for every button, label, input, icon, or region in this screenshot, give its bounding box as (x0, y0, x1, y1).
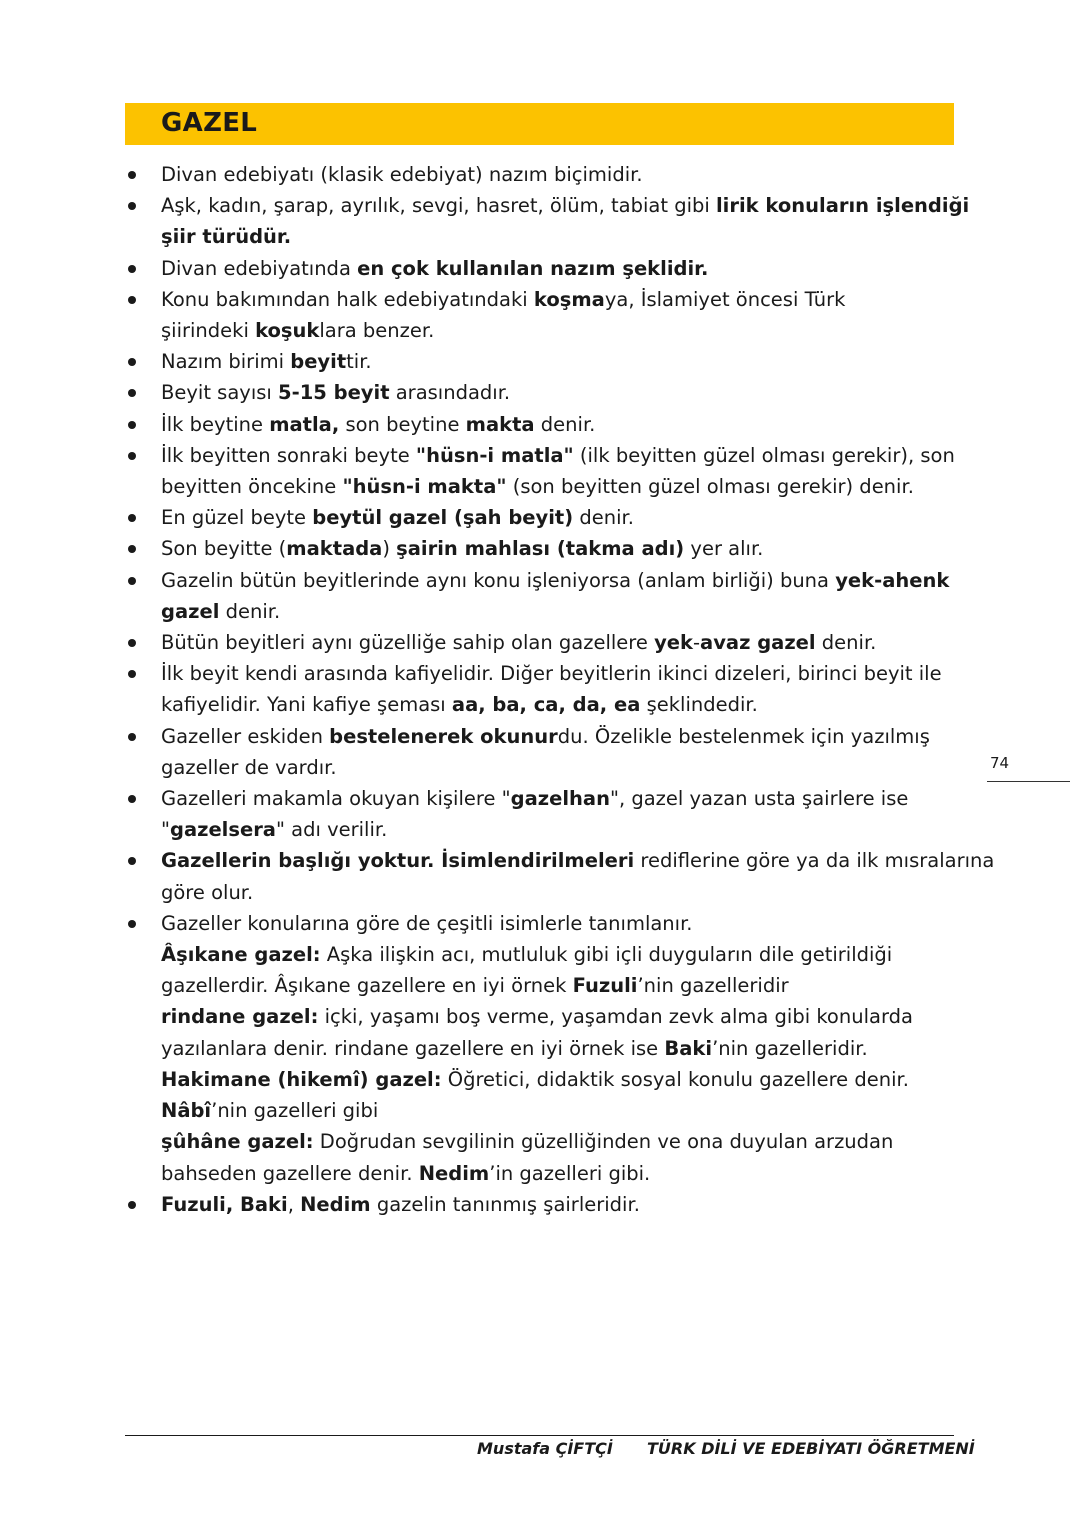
bold-text: "hüsn-i matla" (415, 443, 574, 467)
footer-author: Mustafa ÇİFTÇİ (477, 1439, 613, 1458)
bold-text: maktada (286, 537, 383, 561)
bullet-line (161, 221, 960, 252)
bold-text: beytül gazel (şah beyit) (312, 506, 574, 530)
bullet-item (125, 845, 995, 907)
text-span: ’in gazelleri gibi. (489, 1161, 651, 1185)
text-span: lara benzer. (319, 319, 435, 343)
text-span: denir. (573, 506, 634, 530)
bold-text: yek (654, 631, 693, 655)
bullet-line (161, 752, 960, 783)
bullet-line (161, 783, 960, 814)
bullet-line (161, 502, 960, 533)
text-span: Divan edebiyatında (161, 256, 358, 280)
bullet-line (161, 471, 960, 502)
bullet-line (161, 159, 960, 190)
bullet-dot-icon (128, 171, 136, 179)
bullet-item (125, 783, 960, 845)
bold-text: Baki (664, 1036, 713, 1060)
text-span: gazeller de vardır. (161, 755, 337, 779)
bullet-line (161, 1064, 960, 1095)
bold-text: Nâbî (161, 1099, 212, 1123)
bold-text: Fuzuli, Baki (161, 1192, 288, 1216)
text-span: beyitten öncekine (161, 475, 343, 499)
bold-text: şiir türüdür. (161, 225, 292, 249)
bullet-line (161, 877, 960, 908)
text-span: Son beyitte ( (161, 537, 287, 561)
text-span: kafiyelidir. Yani kafiye şeması (161, 693, 452, 717)
bullet-item (125, 159, 960, 190)
page-number: 74 (990, 754, 1010, 772)
bullet-line (161, 1001, 960, 1032)
bullet-item (125, 346, 960, 377)
bullet-line (161, 253, 960, 284)
text-span: denir. (219, 599, 281, 623)
text-span: Gazeller konularına göre de çeşitli isimlerle tanımlanır. (161, 911, 693, 935)
bullet-line (161, 346, 960, 377)
bullet-line (161, 596, 960, 627)
bold-text: lirik konuların işlendiği (716, 194, 970, 218)
bullet-item (125, 658, 960, 720)
bullet-dot-icon (128, 545, 136, 553)
text-span: ) (382, 537, 397, 561)
bullet-item (125, 533, 960, 564)
text-span: Konu bakımından halk edebiyatındaki (161, 287, 534, 311)
bullet-line (161, 908, 960, 939)
bullet-dot-icon (128, 639, 136, 647)
bullet-line (161, 939, 960, 970)
bullet-dot-icon (128, 920, 136, 928)
text-span: Divan edebiyatı (klasik edebiyat) nazım biçimidir. (161, 163, 643, 186)
bullet-line (161, 1033, 960, 1064)
bullet-line (161, 315, 960, 346)
bold-text: Âşıkane gazel: (161, 943, 321, 967)
footer-rule (125, 1435, 954, 1436)
text-span: En güzel beyte (161, 506, 313, 530)
bullet-dot-icon (128, 421, 136, 429)
page-number-rule (987, 781, 1070, 782)
bullet-item (125, 377, 960, 408)
bullet-item (125, 908, 960, 1189)
text-span: İlk beyitten sonraki beyte (161, 443, 416, 467)
bullet-dot-icon (128, 202, 136, 210)
section-title: GAZEL (161, 108, 258, 138)
bullet-line (161, 284, 960, 315)
bullet-line (161, 533, 960, 564)
bullet-item (125, 284, 960, 346)
bold-text: Fuzuli (572, 974, 638, 998)
text-span: Gazeller eskiden (161, 724, 330, 748)
bullet-line (161, 627, 960, 658)
bold-text: koşuk (255, 319, 320, 343)
bold-text: yek-ahenk (835, 568, 950, 592)
text-span: son beytine (339, 412, 466, 436)
bullet-line (161, 1126, 960, 1157)
bold-text: Gazellerin başlığı yoktur. İsimlendirilmeleri (161, 849, 635, 873)
bullet-item (125, 1189, 960, 1220)
text-span: İlk beytine (161, 412, 270, 436)
text-span: du. Özelikle bestelenmek için yazılmış (557, 724, 930, 748)
bullet-item (125, 253, 960, 284)
bold-text: Nedim (418, 1161, 490, 1185)
bold-text: gazelhan (510, 787, 610, 811)
text-span: şiirindeki (161, 319, 256, 343)
text-span: Gazelleri makamla okuyan kişilere " (161, 787, 511, 811)
text-span: (son beyitten güzel olması gerekir) denir. (506, 475, 914, 499)
text-span: denir. (534, 412, 596, 436)
text-span: yer alır. (684, 537, 764, 561)
text-span: tir. (346, 350, 372, 374)
text-span: göre olur. (161, 880, 254, 904)
bullet-dot-icon (128, 795, 136, 803)
text-span: denir. (815, 631, 877, 655)
text-span: (ilk beyitten güzel olması gerekir), son (573, 443, 955, 467)
bullet-item (125, 409, 960, 440)
section-title-bar (125, 103, 954, 145)
text-span: yazılanlara denir. rindane gazellere en iyi örnek ise (161, 1036, 665, 1060)
bullet-line (161, 658, 960, 689)
bullet-line (161, 565, 960, 596)
text-span: arasındadır. (389, 381, 511, 405)
text-span: gazelin tanınmış şairleridir. (370, 1192, 640, 1216)
text-span: gazellerdir. Âşıkane gazellere en iyi örnek (161, 974, 573, 998)
bold-text: koşma (533, 287, 605, 311)
bullet-dot-icon (128, 1201, 136, 1209)
bold-text: şairin mahlası (takma adı) (396, 537, 685, 561)
bullet-dot-icon (128, 670, 136, 678)
text-span: ya, İslamiyet öncesi Türk (604, 287, 846, 311)
bullet-line (161, 814, 960, 845)
text-span: - (693, 631, 701, 655)
text-span: bahseden gazellere denir. (161, 1161, 419, 1185)
text-span: rediflerine göre ya da ilk mısralarına (634, 849, 995, 873)
text-span: Aşk, kadın, şarap, ayrılık, sevgi, hasret, ölüm, tabiat gibi (161, 194, 716, 218)
bold-text: Nedim (300, 1192, 371, 1216)
text-span: Beyit sayısı (161, 381, 279, 405)
text-span: ’nin gazelleridir (637, 974, 789, 998)
bold-text: Hakimane (hikemî) gazel: (161, 1067, 442, 1091)
footer-role: TÜRK DİLİ VE EDEBİYATI ÖĞRETMENİ (647, 1439, 975, 1458)
bullet-dot-icon (128, 265, 136, 273)
text-span: ", gazel yazan usta şairlere ise (609, 787, 909, 811)
text-span: " (161, 818, 170, 842)
bold-text: aa, ba, ca, da, ea (451, 693, 641, 717)
bold-text: gazel (161, 599, 220, 623)
bullet-line (161, 409, 960, 440)
bullet-line (161, 721, 960, 752)
bullet-line (161, 689, 960, 720)
bold-text: avaz gazel (700, 631, 816, 655)
bullet-item (125, 721, 960, 783)
bullet-list (125, 159, 995, 1220)
bullet-dot-icon (128, 389, 136, 397)
bold-text: 5-15 beyit (278, 381, 390, 405)
bullet-line (161, 1158, 960, 1189)
bold-text: şûhâne gazel: (161, 1130, 314, 1154)
bullet-dot-icon (128, 514, 136, 522)
bullet-dot-icon (128, 857, 136, 865)
text-span: ’nin gazelleri gibi (211, 1099, 379, 1123)
text-span: " adı verilir. (275, 818, 388, 842)
bold-text: rindane gazel: (161, 1005, 319, 1029)
text-span: Nazım birimi (161, 350, 291, 374)
bullet-item (125, 502, 960, 533)
bullet-line (161, 440, 960, 471)
bold-text: bestelenerek okunur (329, 724, 558, 748)
bullet-line (161, 970, 960, 1001)
bold-text: "hüsn-i makta" (342, 475, 507, 499)
text-span: Gazelin bütün beyitlerinde aynı konu işleniyorsa (anlam birliği) buna (161, 568, 836, 592)
bullet-dot-icon (128, 296, 136, 304)
text-span: Aşka ilişkin acı, mutluluk gibi içli duyguların dile getirildiği (320, 943, 893, 967)
bullet-dot-icon (128, 358, 136, 366)
bullet-line (161, 845, 995, 876)
bullet-line (161, 1189, 960, 1220)
text-span: İlk beyit kendi arasında kafiyelidir. Diğer beyitlerin ikinci dizeleri, birinci beyit ile (161, 662, 942, 686)
bullet-dot-icon (128, 733, 136, 741)
text-span: içki, yaşamı boş verme, yaşamdan zevk alma gibi konularda (318, 1005, 913, 1029)
text-span: ’nin gazelleridir. (712, 1036, 868, 1060)
bullet-item (125, 190, 970, 252)
bullet-line (161, 1095, 960, 1126)
bullet-content (125, 159, 995, 1220)
text-span: Öğretici, didaktik sosyal konulu gazellere denir. (441, 1067, 909, 1091)
text-span: , (287, 1192, 301, 1216)
bullet-item (125, 440, 960, 502)
bullet-item (125, 565, 960, 627)
bullet-dot-icon (128, 452, 136, 460)
bullet-item (125, 627, 960, 658)
bold-text: en çok kullanılan nazım şeklidir. (357, 256, 709, 280)
text-span: Doğrudan sevgilinin güzelliğinden ve ona duyulan arzudan (313, 1130, 894, 1154)
bullet-line (161, 190, 970, 221)
text-span: şeklindedir. (640, 693, 758, 717)
bullet-line (161, 377, 960, 408)
text-span: Bütün beyitleri aynı güzelliğe sahip olan gazellere (161, 631, 655, 655)
bold-text: makta (465, 412, 535, 436)
bold-text: gazelsera (169, 818, 276, 842)
bold-text: beyit (290, 350, 347, 374)
bullet-dot-icon (128, 577, 136, 585)
bold-text: matla, (269, 412, 340, 436)
